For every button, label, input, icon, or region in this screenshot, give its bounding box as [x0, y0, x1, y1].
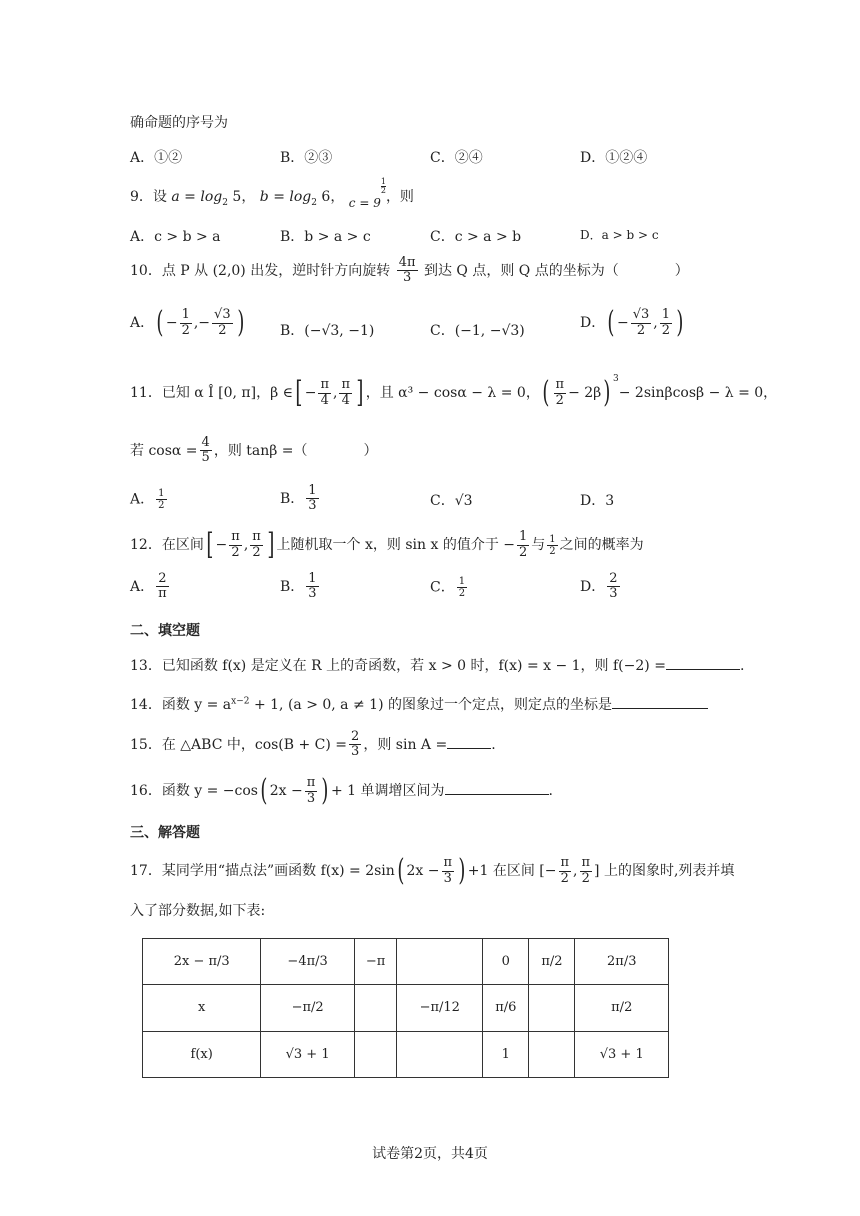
table-cell [529, 1031, 575, 1077]
table-cell [354, 1031, 396, 1077]
q9-option-a: A．c > b > a [130, 229, 221, 245]
q12-option-a: A． $\frac{2}{\pi}$ [130, 571, 167, 602]
q12-option-d: D． $\frac{2}{3}$ [580, 571, 618, 602]
question-8-tail: 确命题的序号为 [130, 115, 228, 131]
q8-option-a: A．①② [130, 150, 183, 166]
question-15: 15．在 △ABC 中，cos(B + C) = $\frac{2}{3}$ ，则 sin A = . [130, 729, 496, 760]
table-cell: −π/12 [397, 985, 483, 1031]
question-11-line1: 11．已知 α Î [0, π]，β ∈[ − $\frac{\pi}{4}$ , $\frac{\pi}{4}$ ] ，且 α³ − cosα − λ = 0，( $\frac{\pi}{2}$ − 2β) $^3$− 2sinβcosβ − λ = 0， [130, 374, 778, 410]
question-17-line2: 入了部分数据,如下表: [130, 903, 266, 919]
table-cell: π/6 [483, 985, 529, 1031]
table-cell: 0 [483, 939, 529, 985]
q12-option-c: C． $\frac{1}{2}$ [430, 576, 466, 599]
section-answer-heading: 三、解答题 [130, 825, 200, 841]
q8-option-c: C．②④ [430, 150, 483, 166]
q10-option-a: A．( − $\frac{1}{2}$ ,− $\frac{√3}{2}$ ) [130, 305, 244, 340]
page-footer: 试卷第2页，共4页 [372, 1146, 488, 1162]
table-row [143, 939, 669, 985]
table-row [143, 985, 669, 1031]
table-cell: 1 [483, 1031, 529, 1077]
table-cell: −4π/3 [261, 939, 354, 985]
table-cell: x [143, 985, 261, 1031]
table-cell: f(x) [143, 1031, 261, 1077]
section-fill-in-heading: 二、填空题 [130, 623, 200, 639]
table-cell [397, 1031, 483, 1077]
q10-option-b: B．(−√3, −1) [280, 323, 375, 339]
q9-option-c: C．c > a > b [430, 229, 522, 245]
table-cell [529, 985, 575, 1031]
q10-option-c: C．(−1, −√3) [430, 323, 525, 339]
table-cell: √3 + 1 [575, 1031, 669, 1077]
table-cell: √3 + 1 [261, 1031, 354, 1077]
q12-option-b: B． $\frac{1}{3}$ [280, 571, 317, 602]
q11-option-a: A． $\frac{1}{2}$ [130, 488, 165, 511]
q8-option-d: D．①②④ [580, 150, 648, 166]
question-17-line1: 17．某同学用“描点法”画函数 f(x) = 2sin( 2x − $\frac{\pi}{3}$ ) +1 在区间 [− $\frac{\pi}{2}$ , $\frac{\pi}{2}$ ] 上的图象时,列表并填 [130, 853, 735, 888]
table-cell [354, 985, 396, 1031]
q11-option-d: D．3 [580, 493, 615, 509]
table-cell: −π [354, 939, 396, 985]
data-table [142, 938, 669, 1078]
table-cell: 2x − π/3 [143, 939, 261, 985]
table-cell: π/2 [575, 985, 669, 1031]
question-12: 12．在区间[ − $\frac{\pi}{2}$ , $\frac{\pi}{2}$ ] 上随机取一个 x，则 sin x 的值介于 − $\frac{1}{2}$ 与 $\frac{1}{2}$ 之间的概率为 [130, 527, 644, 562]
question-16: 16．函数 y = −cos( 2x − $\frac{\pi}{3}$ ) + 1 单调增区间为 . [130, 773, 553, 808]
table-cell: −π/2 [261, 985, 354, 1031]
question-13: 13．已知函数 f(x) 是定义在 R 上的奇函数，若 x > 0 时，f(x) = x − 1，则 f(−2) = . [130, 658, 745, 674]
q10-option-d: D．( − $\frac{√3}{2}$ , $\frac{1}{2}$ ) [580, 305, 684, 340]
table-cell: 2π/3 [575, 939, 669, 985]
question-14: 14．函数 $y = a^{x-2} + 1$, (a > 0, a ≠ 1) 的图象过一个定点，则定点的坐标是 [130, 694, 708, 714]
question-11-line2: 若 cosα = $\frac{4}{5}$ ，则 tanβ =（ ） [130, 435, 378, 466]
table-row [143, 1031, 669, 1077]
q11-option-b: B． $\frac{1}{3}$ [280, 483, 317, 514]
question-10: 10．点 P 从 (2,0) 出发，逆时针方向旋转 $\frac{4\pi}{3}$ 到达 Q 点，则 Q 点的坐标为（ ） [130, 255, 689, 286]
q9-option-d: D．a > b > c [580, 228, 659, 242]
table-cell [397, 939, 483, 985]
question-9: 9．设 $a = \log_2 5$， $b = \log_2 6$， c = 9 $\frac{1}{2}$ ，则 [130, 177, 414, 210]
q11-option-c: C．√3 [430, 493, 473, 509]
table-cell: π/2 [529, 939, 575, 985]
q9-option-b: B．b > a > c [280, 229, 371, 245]
q8-option-b: B．②③ [280, 150, 333, 166]
